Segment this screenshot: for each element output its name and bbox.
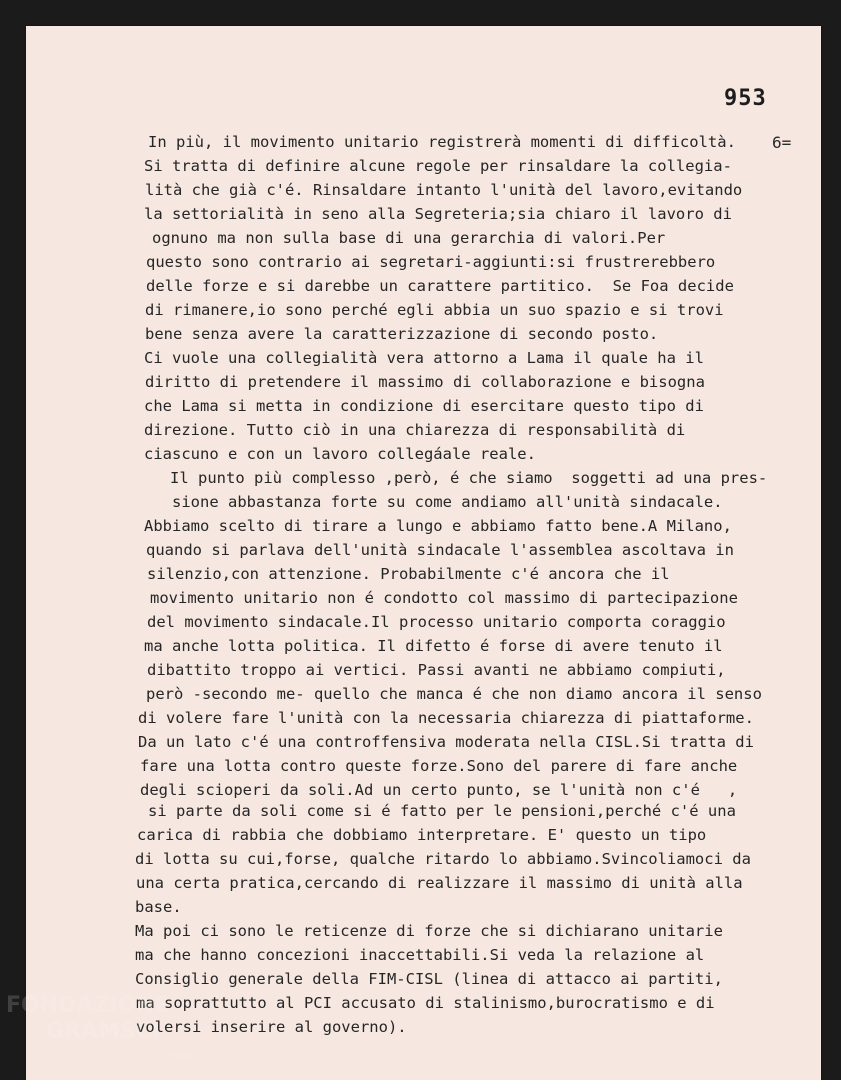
text-line: Consiglio generale della FIM-CISL (linea di attacco ai partiti, bbox=[135, 970, 723, 988]
text-line: delle forze e si darebbe un carattere partitico. Se Foa decide bbox=[146, 277, 734, 295]
watermark-line-1: FONDAZIONE bbox=[6, 993, 170, 1018]
text-line: quando si parlava dell'unità sindacale l'assemblea ascoltava in bbox=[146, 541, 734, 559]
text-line: diritto di pretendere il massimo di collaborazione e bisogna bbox=[145, 373, 705, 391]
text-line: Abbiamo scelto di tirare a lungo e abbiamo fatto bene.A Milano, bbox=[144, 517, 732, 535]
text-line: si parte da soli come si é fatto per le pensioni,perché c'é una bbox=[148, 802, 736, 820]
text-line: che Lama si metta in condizione di esercitare questo tipo di bbox=[144, 397, 704, 415]
page-number: 953 bbox=[724, 86, 767, 111]
text-line: Il punto più complesso ,però, é che siamo soggetti ad una pres- bbox=[170, 469, 768, 487]
text-line: Si tratta di definire alcune regole per rinsaldare la collegia- bbox=[144, 157, 732, 175]
watermark-line-2: GRAMSCI bbox=[46, 1019, 161, 1044]
text-line: del movimento sindacale.Il processo unitario comporta coraggio bbox=[147, 613, 726, 631]
text-line: Ci vuole una collegialità vera attorno a Lama il quale ha il bbox=[144, 349, 704, 367]
text-line: Ma poi ci sono le reticenze di forze che si dichiarano unitarie bbox=[135, 922, 723, 940]
text-line: di volere fare l'unità con la necessaria chiarezza di piattaforme. bbox=[138, 709, 754, 727]
text-line: però -secondo me- quello che manca é che non diamo ancora il senso bbox=[146, 685, 762, 703]
typewritten-page bbox=[26, 26, 821, 1080]
text-line: ma soprattutto al PCI accusato di stalinismo,burocratismo e di bbox=[136, 994, 715, 1012]
text-line: volersi inserire al governo). bbox=[136, 1018, 407, 1036]
text-line: movimento unitario non é condotto col massimo di partecipazione bbox=[150, 589, 738, 607]
text-line: questo sono contrario ai segretari-aggiunti:si frustrerebbero bbox=[146, 253, 716, 271]
text-line: carica di rabbia che dobbiamo interpretare. E' questo un tipo bbox=[137, 826, 707, 844]
archive-watermark bbox=[2, 988, 212, 1070]
text-line: la settorialità in seno alla Segreteria;sia chiaro il lavoro di bbox=[144, 205, 732, 223]
sheet-number: 6= bbox=[772, 133, 792, 152]
watermark-line-3: Onlus bbox=[164, 1050, 193, 1061]
text-line: ognuno ma non sulla base di una gerarchia di valori.Per bbox=[152, 229, 666, 247]
text-line: bene senza avere la caratterizzazione di secondo posto. bbox=[145, 325, 659, 343]
text-line: fare una lotta contro queste forze.Sono del parere di fare anche bbox=[140, 757, 738, 775]
text-line: di lotta su cui,forse, qualche ritardo lo abbiamo.Svincoliamoci da bbox=[135, 850, 751, 868]
text-line: In più, il movimento unitario registrerà momenti di difficoltà. bbox=[148, 133, 736, 151]
text-line: di rimanere,io sono perché egli abbia un suo spazio e si trovi bbox=[145, 301, 724, 319]
text-line: ciascuno e con un lavoro collegáale reale. bbox=[144, 445, 536, 463]
text-line: direzione. Tutto ciò in una chiarezza di responsabilità di bbox=[144, 421, 686, 439]
text-line: ma anche lotta politica. Il difetto é forse di avere tenuto il bbox=[144, 637, 723, 655]
text-line: dibattito troppo ai vertici. Passi avanti ne abbiamo compiuti, bbox=[147, 661, 726, 679]
text-line: ma che hanno concezioni inaccettabili.Si veda la relazione al bbox=[135, 946, 705, 964]
text-line: base. bbox=[135, 898, 182, 916]
text-line: sione abbastanza forte su come andiamo all'unità sindacale. bbox=[172, 493, 723, 511]
text-line: silenzio,con attenzione. Probabilmente c'é ancora che il bbox=[147, 565, 670, 583]
text-line: degli scioperi da soli.Ad un certo punto, se l'unità non c'é , bbox=[140, 781, 738, 799]
text-line: Da un lato c'é una controffensiva moderata nella CISL.Si tratta di bbox=[138, 733, 754, 751]
text-line: una certa pratica,cercando di realizzare il massimo di unità alla bbox=[136, 874, 743, 892]
text-line: lità che già c'é. Rinsaldare intanto l'unità del lavoro,evitando bbox=[145, 181, 743, 199]
